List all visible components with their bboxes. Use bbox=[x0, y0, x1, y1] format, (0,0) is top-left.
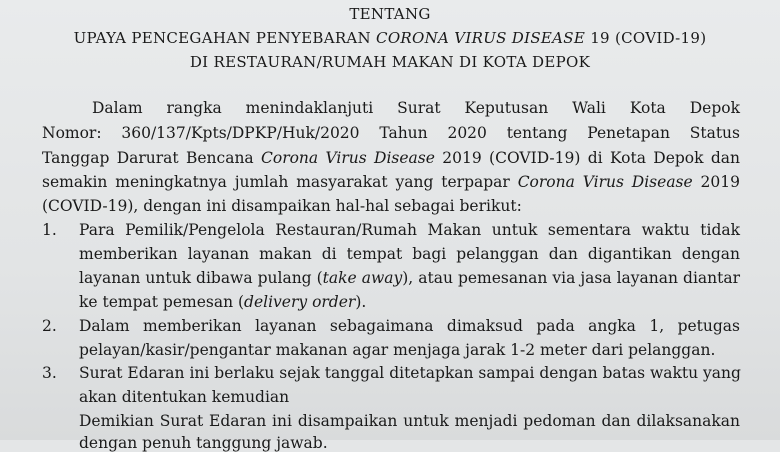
item-2-line-2: pelayan/kasir/pengantar makanan agar menjaga jarak 1-2 meter dari pelanggan. bbox=[79, 341, 716, 359]
item-1-line-2: memberikan layanan makan di tempat bagi pelanggan dan digantikan dengan bbox=[79, 245, 740, 263]
item-number: 3. bbox=[42, 364, 57, 382]
header-tentang: TENTANG bbox=[349, 5, 431, 23]
intro-line-2: Nomor: 360/137/Kpts/DPKP/Huk/2020 Tahun 2020 tentang Penetapan Status bbox=[42, 124, 740, 142]
header-location: DI RESTAURAN/RUMAH MAKAN DI KOTA DEPOK bbox=[189, 53, 591, 71]
intro-line-3: Tanggap Darurat Bencana Corona Virus Disease 2019 (COVID-19) di Kota Depok dan bbox=[42, 149, 740, 167]
item-1-line-1: Para Pemilik/Pengelola Restauran/Rumah Makan untuk sementara waktu tidak bbox=[79, 221, 740, 239]
item-3-line-2: akan ditentukan kemudian bbox=[79, 388, 290, 406]
item-number: 1. bbox=[42, 221, 57, 239]
intro-line-5: (COVID-19), dengan ini disampaikan hal-hal sebagai berikut: bbox=[42, 197, 522, 215]
item-1-line-3: layanan untuk dibawa pulang (take away), atau pemesanan via jasa layanan diantar bbox=[79, 269, 740, 287]
closing-line-1: Demikian Surat Edaran ini disampaikan untuk menjadi pedoman dan dilaksanakan bbox=[79, 412, 740, 430]
item-3-line-1: Surat Edaran ini berlaku sejak tanggal ditetapkan sampai dengan batas waktu yang bbox=[79, 364, 741, 382]
intro-line-4: semakin meningkatnya jumlah masyarakat yang terpapar Corona Virus Disease 2019 bbox=[42, 173, 741, 191]
item-2-line-1: Dalam memberikan layanan sebagaimana dimaksud pada angka 1, petugas bbox=[79, 317, 740, 335]
intro-line-1: Dalam rangka menindaklanjuti Surat Keputusan Wali Kota Depok bbox=[92, 99, 740, 117]
closing-line-2: dengan penuh tanggung jawab. bbox=[79, 434, 328, 452]
header-subject: UPAYA PENCEGAHAN PENYEBARAN CORONA VIRUS DISEASE 19 (COVID-19) bbox=[73, 29, 707, 47]
item-number: 2. bbox=[42, 317, 57, 335]
item-1-line-4: ke tempat pemesan (delivery order). bbox=[79, 293, 367, 311]
